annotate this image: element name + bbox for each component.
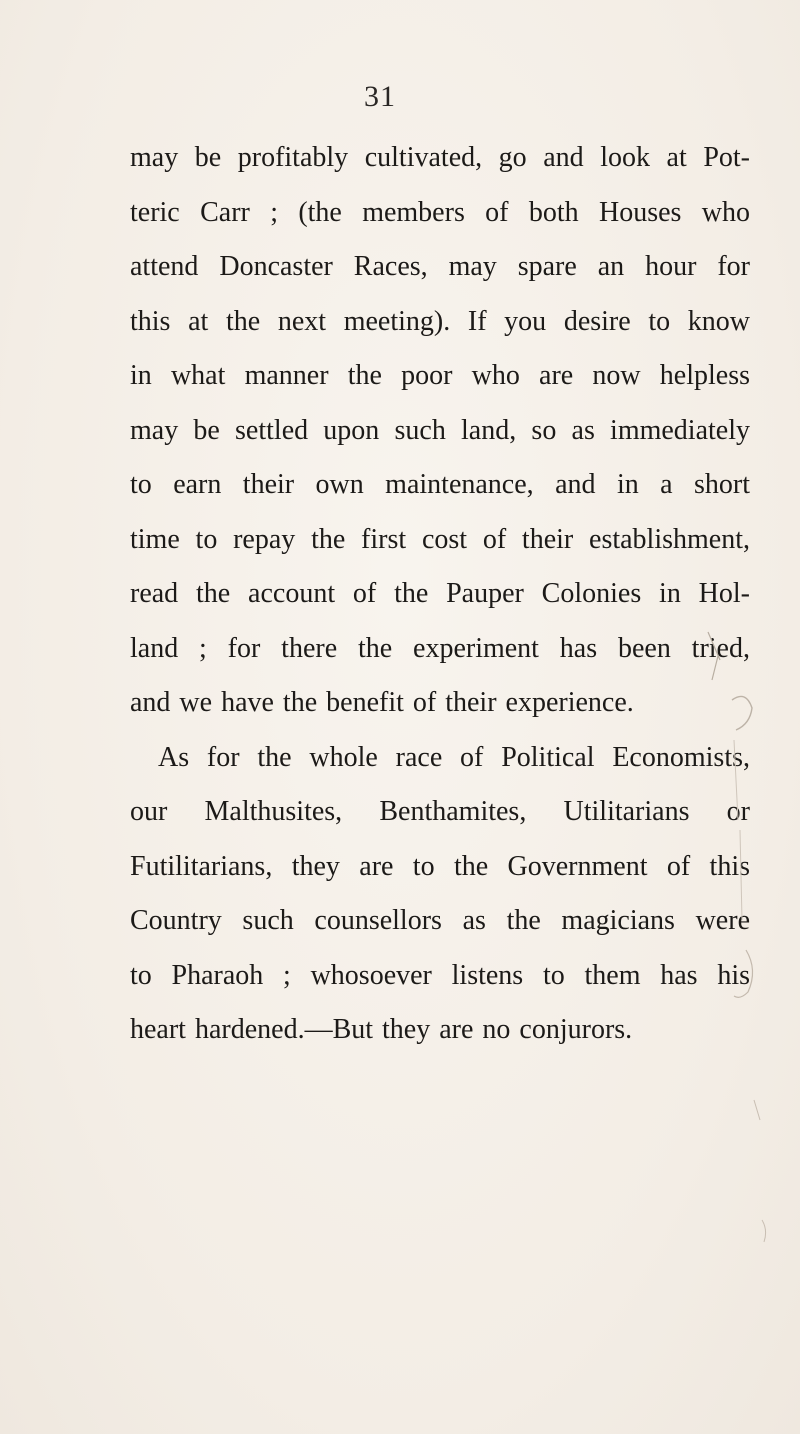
text-line: time to repay the first cost of their establishment, (130, 523, 750, 555)
text-line: Futilitarians, they are to the Government of this (130, 850, 750, 882)
text-line: teric Carr ; (the members of both Houses who (130, 196, 750, 228)
text-line: heart hardened.—But they are no conjurors. (130, 1014, 633, 1045)
text-line: this at the next meeting). If you desire to know (130, 305, 750, 337)
paragraph-start-line: As for the whole race of Political Economists, (158, 741, 750, 773)
text-line: land ; for there the experiment has been tried, (130, 632, 750, 664)
text-line: Country such counsellors as the magicians were (130, 905, 750, 936)
text-line: to Pharaoh ; whosoever listens to them has his (130, 959, 750, 991)
text-line: to earn their own maintenance, and in a short (130, 469, 750, 500)
text-line: in what manner the poor who are now helpless (130, 360, 750, 391)
text-line: read the account of the Pauper Colonies in Hol- (130, 578, 750, 609)
text-line: attend Doncaster Races, may spare an hour for (130, 251, 750, 282)
text-line: and we have the benefit of their experience. (130, 687, 634, 718)
text-line: may be settled upon such land, so as immediately (130, 414, 750, 446)
page-number: 31 (364, 80, 396, 113)
body-text (130, 131, 750, 1058)
text-line: may be profitably cultivated, go and look at Pot- (130, 142, 750, 173)
text-line: our Malthusites, Benthamites, Utilitarians or (130, 796, 750, 827)
